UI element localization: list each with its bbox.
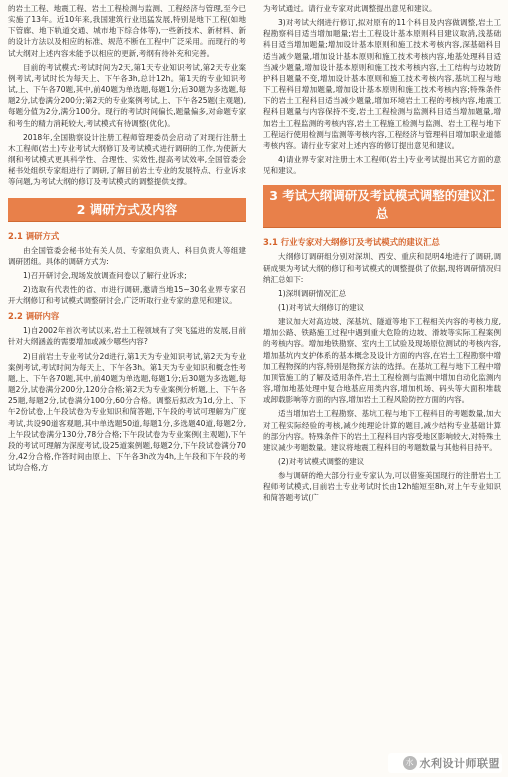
list-item: 1)召开研讨会,现场发放调查问卷以了解行业诉求; (23, 270, 187, 280)
right-column (263, 3, 501, 507)
section-2-heading: 2 调研方式及内容 (8, 198, 246, 222)
subsection-2-2-heading: 2.2 调研内容 (8, 311, 60, 322)
list-item: 3)对考试大纲进行修订,拟对原有的11个科目及内容做调整,岩土工程勘察科目适当增加题量;岩土工程设计基本原则科目建议取消,浅基础科目适当增加题量;增加设计基本原则和施工技术考核内容,深基础科目适当减少题量,增加设计基本原则和施工技术考核内容,地基处理科目适当减少题量,增加设计基本原则和施工技术考核内容,土工结构与边坡防护科目题量不变,增加设计基本原则和施工技术考核内容,基坑工程与地下工程科目增加题量,增加设计基本原则和施工技术考核内容;特殊条件下的岩土工程科目适当减少题量,增加环境岩土工程的考核内容,地震工程科目题量与内容保持不变,岩土工程检测与监测科目适当增加题量,增加岩土工程监测的考核内容,岩土工程施工检测与监测、岩土工程与地下工程运行使用检测与监测等考核内容,工程经济与管理科目增加职业道德考核内容。请行业专家对上述内容的修订提出意见和建议。 (263, 18, 501, 150)
watermark (388, 753, 502, 773)
section-3-heading: 3 考试大纲调研及考试模式调整的建议汇总 (263, 185, 501, 228)
body-paragraph: 2018年,全国勘察设计注册工程师管理委员会启动了对现行注册土木工程师(岩土)专业考试大纲修订及考试模式进行调研的工作,为使新大纲和考试模式更具科学性、合理性、实效性,提高考试效率,全国管委会秘书处组织专家组进行了调研,了解目前岩土专业的发展特点、行业诉求等问题,为考试大纲的修订及考试模式的调整提供支撑。 (8, 132, 246, 187)
watermark-text: 水利设计师联盟 (419, 757, 500, 770)
body-paragraph: 目前的考试模式:考试时间为2天,第1天专业知识考试,第2天专业案例考试,考试时长为每天上、下午各3h,总计12h。第1天的专业知识考试,上、下午各70题,其中,前40题为单选题,每题1分;后30题为多选题,每题2分,试卷满分200分;第2天的专业案例考试,上、下午各25题(主观题),每题分值为2分,满分100分。现行的考试时间偏长,题量偏多,对命题专家和考生的精力消耗较大,考试模式有待调整(优化)。 (8, 62, 246, 128)
body-paragraph: 由全国管委会秘书处有关人员、专家组负责人、科目负责人等组建调研团组。具体的调研方式为: (8, 245, 246, 266)
list-item: 1)深圳调研情况汇总 (278, 288, 347, 298)
subsection-3-1-heading: 3.1 行业专家对大纲修订及考试模式的建议汇总 (263, 237, 440, 248)
body-paragraph: 大纲修订调研组分别对深圳、西安、重庆和昆明4地进行了调研,调研成果为考试大纲的修订和考试模式的调整提供了依据,现将调研情况归纳汇总如下: (263, 252, 501, 284)
logo-icon: 水 (403, 756, 417, 770)
body-paragraph: 建议加大对高边坡、深基坑、隧道等地下工程相关内容的考核力度,增加公路、铁路施工过程中遇到重大危险的边坡、滑坡等实际工程案例的考核内容。增加地铁勘察、室内土工试验及现场原位测试的考核内容,增加基坑内支护体系的基本概念及设计方面的内容,在岩土工程勘察中增加工程物探的内容,特别是物探方法的选择。在基坑工程与地下工程中增加顶管施工的了解及适用条件,岩土工程检测与监测中增加自动化监测内容,增加地基处理中复合地基应用类内容,增加机场、码头等大面积堆载或卸载影响等方面的内容,增加岩土工程风险防控方面的内容。 (263, 317, 501, 405)
left-column (8, 3, 246, 476)
body-paragraph: 适当增加岩土工程勘察、基坑工程与地下工程科目的考题数量,加大对工程实际经验的考核,减少纯理论计算的题目,减少结构专业基础计算的部分内容。特殊条件下的岩土工程科目内容受地区影响较大,对特殊土建议减少考题数量。建议将地震工程科目的考题数量与其他科目持平。 (263, 409, 501, 452)
list-item: 2)选取有代表性的省、市进行调研,邀请当地15~30名业界专家召开大纲修订和考试模式调整研讨会,广泛听取行业专家的意见和建议。 (8, 284, 246, 306)
list-item: 1)自2002年首次考试以来,岩土工程领域有了突飞猛进的发展,目前针对大纲涵盖的需要增加或减少哪些内容? (8, 326, 246, 347)
body-paragraph: 为考试通过。请行业专家对此调整提出意见和建议。 (263, 4, 437, 13)
body-paragraph: 的岩土工程、地震工程、岩土工程检测与监测、工程经济与管理,至今已实施了13年。近10年来,我国建筑行业迅猛发展,特别是地下工程(如地下管廊、地下轨道交通、城市地下综合体等),一些新技术、新材料、新的设计方法以及相应的标准、规范不断在工程中广泛采用。而现行的考试大纲对上述内容未能予以相应的更新,考纲有待补充和完善。 (8, 4, 246, 58)
list-item: 4)请业界专家对注册土木工程师(岩土)专业考试提出其它方面的意见和建议。 (263, 155, 501, 176)
list-item: (1)对考试大纲修订的建议 (278, 302, 365, 312)
list-item: (2)对考试模式调整的建议 (278, 457, 365, 466)
list-item: 2)目前岩土专业考试分2d进行,第1天为专业知识考试,第2天为专业案例考试,考试时间为每天上、下午各3h。第1天为专业知识和概念性考题,上、下午各70题,其中,前40题为单选题,每题1分;后30题为多选题,每题2分,试卷满分200分,120分合格;第2天为专业案例分析题,上、下午各25题,每题2分,试卷满分100分,60分合格。调整后拟改为1d,分上、下午2份试卷,上午段试卷为专业知识和简答题,下午段的考试可理解为广度考试,共设90道客观题,其中单选题50道,每题1分,多选题40道,每题2分,上午段试卷满分130分,78分合格;下午段试卷为专业案例(主观题),下午段的考试可理解为深度考试,设25道案例题,每题2分,下午段试卷满分70分,42分合格,作答时间由原上、下午各3h改为4h,上午段和下午段的考试均合格,方 (8, 351, 246, 473)
body-paragraph: 参与调研的绝大部分行业专家认为,可以借鉴美国现行的注册岩土工程师考试模式,目前岩土专业考试时长由12h缩短至8h,对上午专业知识和简答题考试(广 (263, 471, 501, 503)
subsection-2-1-heading: 2.1 调研方式 (8, 230, 60, 241)
